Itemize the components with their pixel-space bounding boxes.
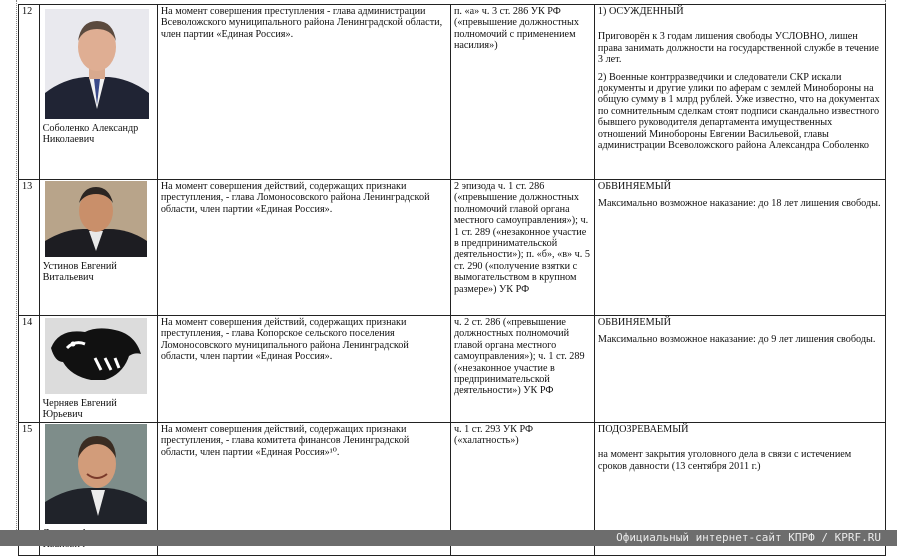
status-title: ОБВИНЯЕМЫЙ bbox=[597, 181, 671, 192]
status-text: Приговорён к 3 годам лишения свободы УСЛОВНО, лишен права занимать должности на государственной службе в течение 3 лет. bbox=[597, 31, 879, 66]
row-number: 12 bbox=[19, 5, 40, 180]
margin-guide-left bbox=[16, 0, 17, 546]
law-cell: п. «а» ч. 3 ст. 286 УК РФ («превышение должностных полномочий с применением насилия») bbox=[450, 5, 594, 180]
table-row bbox=[19, 316, 886, 423]
status-text: на момент закрытия уголовного дела в связи с истечением сроков давности (13 сентября 2011 г.) bbox=[597, 449, 852, 472]
person-name: Соболенко Александр Николаевич bbox=[42, 123, 139, 146]
status-cell bbox=[594, 180, 885, 316]
table-row bbox=[19, 5, 886, 180]
person-name: Устинов Евгений Витальевич bbox=[42, 261, 117, 284]
status-text: Максимально возможное наказание: до 9 лет лишения свободы. bbox=[597, 334, 876, 346]
status-cell bbox=[594, 5, 885, 180]
person-cell bbox=[39, 5, 157, 180]
law-cell: ч. 1 ст. 293 УК РФ («халатность») bbox=[450, 422, 594, 555]
portrait-photo bbox=[45, 424, 147, 524]
site-footer-watermark: Официальный интернет-сайт КПРФ / KPRF.RU bbox=[0, 530, 897, 546]
person-cell bbox=[39, 316, 157, 423]
law-cell: ч. 2 ст. 286 («превышение должностных полномочий главой органа местного самоуправления»); ч. 1 ст. 289 («незаконное участие в предпринимательской деятельности») УК РФ bbox=[450, 316, 594, 423]
description-cell: На момент совершения действий, содержащих признаки преступления, - глава комитета финансов Ленинградской области, член партии «Единая Россия»¹⁰. bbox=[157, 422, 450, 555]
table-row bbox=[19, 180, 886, 316]
portrait-photo bbox=[45, 9, 149, 119]
bear-logo bbox=[45, 318, 147, 394]
description-cell: На момент совершения преступления - глава администрации Всеволожского муниципального района Ленинградской области, член партии «Единая Россия». bbox=[157, 5, 450, 180]
person-cell bbox=[39, 180, 157, 316]
row-number: 14 bbox=[19, 316, 40, 423]
row-number: 13 bbox=[19, 180, 40, 316]
description-cell: На момент совершения действий, содержащих признаки преступления, - глава Копорское сельского поселения Ломоносовского муниципального района Ленинградской области, член партии «Единая Россия». bbox=[157, 316, 450, 423]
status-title: ОБВИНЯЕМЫЙ bbox=[597, 317, 671, 328]
person-name: Черняев Евгений Юрьевич bbox=[42, 398, 117, 421]
status-title: 1) ОСУЖДЕННЫЙ bbox=[597, 6, 684, 17]
description-cell: На момент совершения действий, содержащих признаки преступления, - глава Ломоносовского района Ленинградской области, член партии «Единая Россия». bbox=[157, 180, 450, 316]
officials-table bbox=[18, 4, 886, 556]
status-text: 2) Военные контрразведчики и следователи СКР искали документы и другие улики по аферам с землей Минобороны на общую сумму в 1 млрд рублей. Уже известно, что на документах по сомнительным сделкам стоят подписи скандально известного бывшего руководителя департамента имущественных отношений Минобороны Евгении Васильевой, главы администрации Всеволожского района Александра Соболенко bbox=[597, 71, 880, 152]
portrait-photo bbox=[45, 181, 147, 257]
status-title: ПОДОЗРЕВАЕМЫЙ bbox=[597, 423, 689, 435]
law-cell: 2 эпизода ч. 1 ст. 286 («превышение должностных полномочий главой органа местного самоуправления»); ч. 1 ст. 289 («незаконное участие в предпринимательской деятельности»); п. «б», «в» ч. 5 ст. 290 («получение взятки с вымогательством в крупном размере») УК РФ bbox=[450, 180, 594, 316]
status-cell bbox=[594, 316, 885, 423]
row-number: 15 bbox=[19, 422, 40, 555]
status-text: Максимально возможное наказание: до 18 лет лишения свободы. bbox=[597, 198, 881, 210]
